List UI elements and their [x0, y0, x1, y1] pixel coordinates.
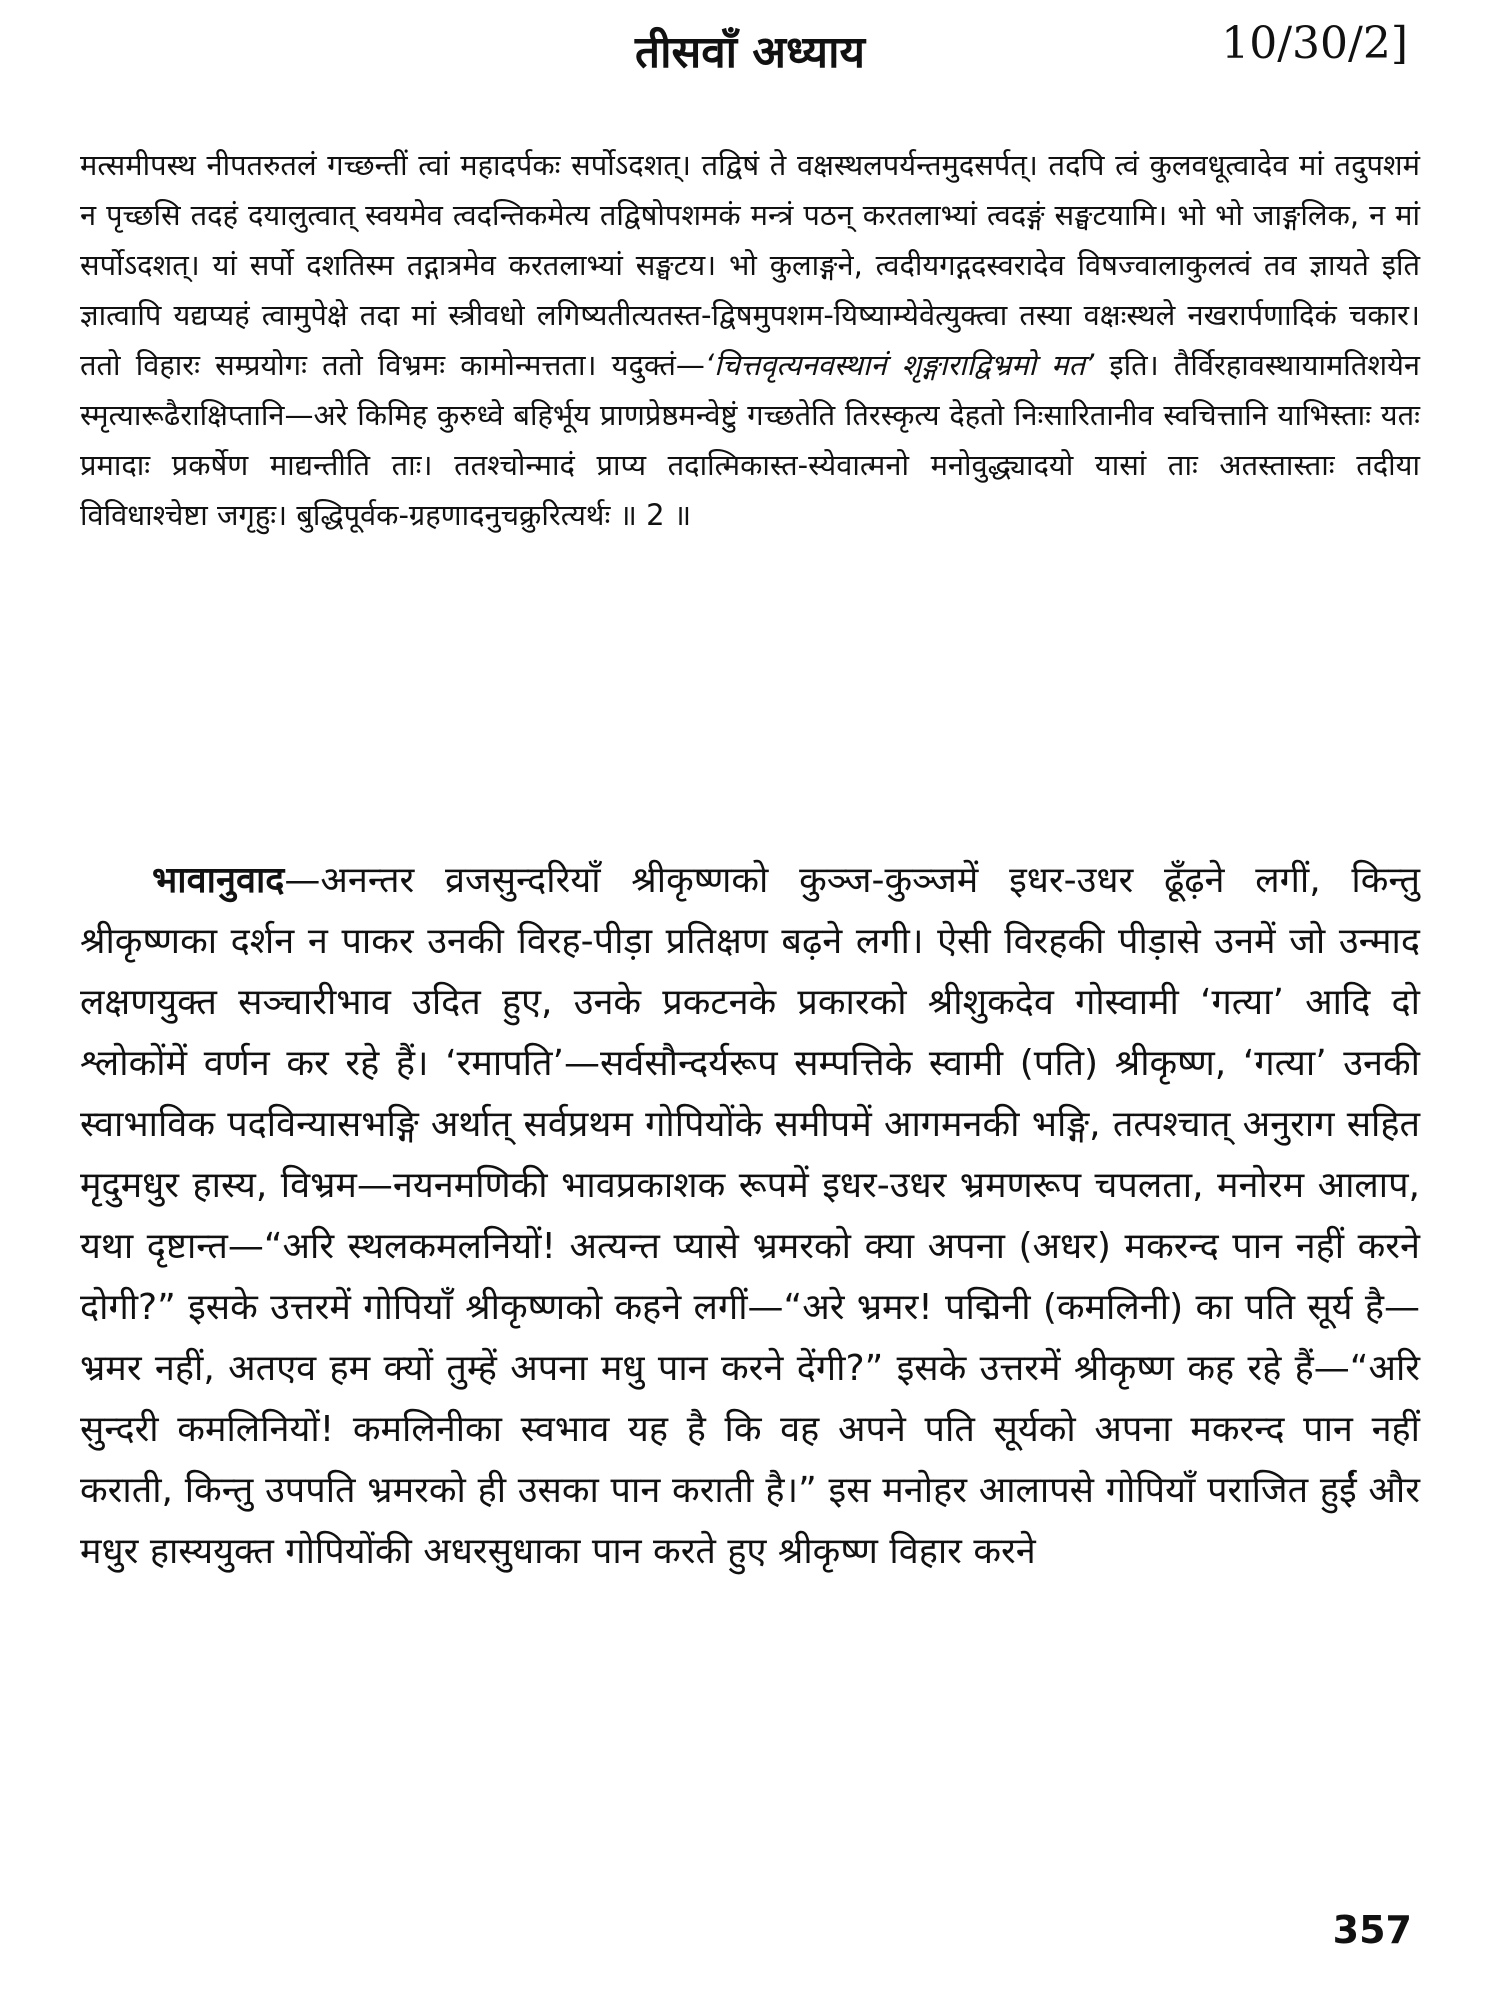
translation-text: —अनन्तर व्रजसुन्दरियाँ श्रीकृष्णको कुञ्ज-कुञ्जमें इधर-उधर ढूँढ़ने लगीं, किन्तु श्रीकृष्णका दर्शन न पाकर उनकी विरह-पीड़ा प्रतिक्षण बढ़ने लगी। ऐसी विरहकी पीड़ासे उनमें जो उन्माद लक्षणयुक्त सञ्चारीभाव उदित हुए, उनके प्रकटनके प्रकारको श्रीशुकदेव गोस्वामी ‘गत्या’ आदि दो श्लोकोंमें वर्णन कर रहे हैं। ‘रमापति’—सर्वसौन्दर्यरूप सम्पत्तिके स्वामी (पति) श्रीकृष्ण, ‘गत्या’ उनकी स्वाभाविक पदविन्यासभङ्गि अर्थात् सर्वप्रथम गोपियोंके समीपमें आगमनकी भङ्गि, तत्पश्चात् अनुराग सहित मृदुमधुर हास्य, विभ्रम—नयनमणिकी भावप्रकाशक रूपमें इधर-उधर भ्रमणरूप चपलता, मनोरम आलाप, यथा दृष्टान्त—“अरि स्थलकमलनियों! अत्यन्त प्यासे भ्रमरको क्या अपना (अधर) मकरन्द पान नहीं करने दोगी?” इसके उत्तरमें गोपियाँ श्रीकृष्णको कहने लगीं—“अरे भ्रमर! पद्मिनी (कमलिनी) का पति सूर्य है—भ्रमर नहीं, अतएव हम क्यों तुम्हें अपना मधु पान करने देंगी?” इसके उत्तरमें श्रीकृष्ण कह रहे हैं—“अरि सुन्दरी कमलिनियों! कमलिनीका स्वभाव यह है कि वह अपने पति सूर्यको अपना मकरन्द पान नहीं कराती, किन्तु उपपति भ्रमरको ही उसका पान कराती है।” इस मनोहर आलापसे गोपियाँ पराजित हुईं और मधुर हास्ययुक्त गोपियोंकी अधरसुधाका पान करते हुए श्रीकृष्ण विहार करने: [80, 860, 1420, 1572]
hindi-translation: [80, 850, 1420, 1582]
translation-label: भावानुवाद: [152, 860, 285, 901]
sanskrit-commentary: [80, 140, 1420, 540]
page-number: 357: [1332, 1908, 1412, 1952]
verse-reference: 10/30/2]: [1221, 18, 1408, 69]
commentary-quote: ‘चित्तवृत्यनवस्थानं श‍ृङ्गाराद्विभ्रमो मत’: [704, 348, 1095, 382]
commentary-text-part1: मत्समीपस्थ नीपतरुतलं गच्छन्तीं त्वां महादर्पकः सर्पोऽदशत्। तद्विषं ते वक्षस्थलपर्यन्तमुदसर्पत्। तदपि त्वं कुलवधूत्वादेव मां तदुपशमं न पृच्छसि तदहं दयालुत्वात् स्वयमेव त्वदन्तिकमेत्य तद्विषोपशमकं मन्त्रं पठन् करतलाभ्यां त्वदङ्गं सङ्घटयामि। भो भो जाङ्गलिक, न मां सर्पोऽदशत्। यां सर्पो दशतिस्म तद्गात्रमेव करतलाभ्यां सङ्घटय। भो कुलाङ्गने, त्वदीयगद्गदस्वरादेव विषज्वालाकुलत्वं तव ज्ञायते इति ज्ञात्वापि यद्यप्यहं त्वामुपेक्षे तदा मां स्त्रीवधो लगिष्यतीत्यतस्त-द्विषमुपशम-यिष्याम्येवेत्युक्त्वा तस्या वक्षःस्थले नखरार्पणादिकं चकार। ततो विहारः सम्प्रयोगः ततो विभ्रमः कामोन्मत्तता। यदुक्तं—: [80, 148, 1420, 382]
commentary-text-part2: इति। तैर्विरहावस्थायामतिशयेन स्मृत्यारूढैराक्षिप्तानि—अरे किमिह कुरुध्वे बहिर्भूय प्राणप्रेष्ठमन्वेष्टुं गच्छतेति तिरस्कृत्य देहतो निःसारितानीव स्वचित्तानि याभिस्ताः यतः प्रमादाः प्रकर्षेण माद्यन्तीति ताः। ततश्चोन्मादं प्राप्य तदात्मिकास्त-स्येवात्मनो मनोवुद्ध्यादयो यासां ताः अतस्तास्ताः तदीया विविधाश्चेष्टा जगृहुः। बुद्धिपूर्वक-ग्रहणादनुचक्रुरित्यर्थः ॥ 2 ॥: [80, 348, 1420, 532]
chapter-title: तीसवाँ अध्याय: [635, 27, 865, 78]
page-header: [0, 14, 1500, 84]
